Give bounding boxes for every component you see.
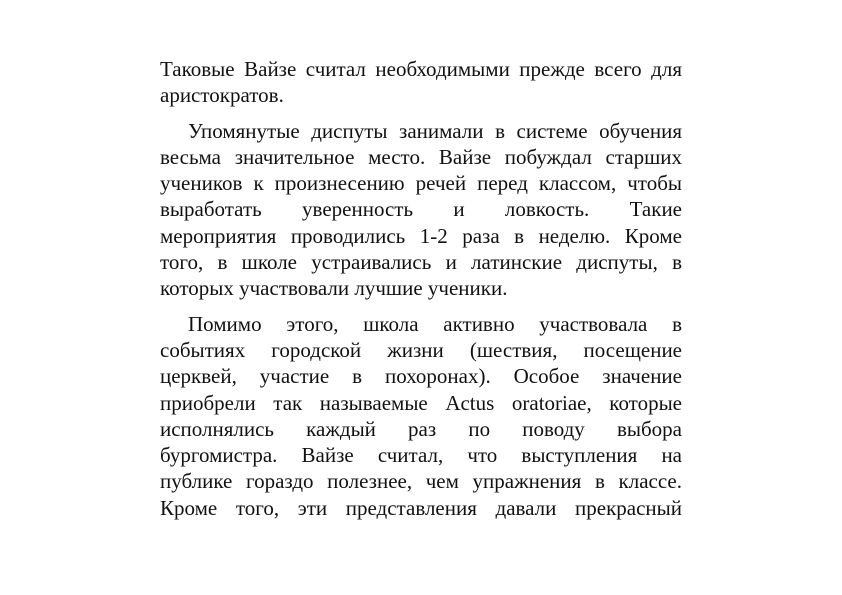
text-line: аристократов.	[160, 83, 284, 108]
text-line: приобрели так называемые Actus oratoriae, которые	[160, 390, 682, 415]
text-line: учеников к произнесению речей перед классом, чтобы	[160, 171, 682, 196]
text-line: церквей, участие в похоронах). Особое значение	[160, 364, 682, 389]
text-line: мероприятия проводились 1-2 раза в неделю. Кроме	[160, 223, 682, 248]
text-line: которых участвовали лучшие ученики.	[160, 276, 508, 301]
text-line: Кроме того, эти представления давали прекрасный	[160, 495, 682, 520]
paragraph-3	[160, 311, 682, 521]
text-line: того, в школе устраивались и латинские диспуты, в	[160, 250, 682, 275]
text-line: Помимо этого, школа активно участвовала в	[188, 311, 682, 336]
text-line: весьма значительное место. Вайзе побуждал старших	[160, 144, 682, 169]
text-line: исполнялись каждый раз по поводу выбора	[160, 416, 682, 441]
text-line: публике гораздо полезнее, чем упражнения в классе.	[160, 469, 682, 494]
body-text	[160, 56, 682, 521]
paragraph-1	[160, 56, 682, 109]
text-line: Упомянутые диспуты занимали в системе обучения	[188, 118, 682, 143]
text-line: выработать уверенность и ловкость. Такие	[160, 197, 682, 222]
text-line: бургомистра. Вайзе считал, что выступления на	[160, 443, 682, 468]
text-line: событиях городской жизни (шествия, посещение	[160, 337, 682, 362]
paragraph-2	[160, 118, 682, 302]
text-line: Таковые Вайзе считал необходимыми прежде всего для	[160, 57, 682, 81]
